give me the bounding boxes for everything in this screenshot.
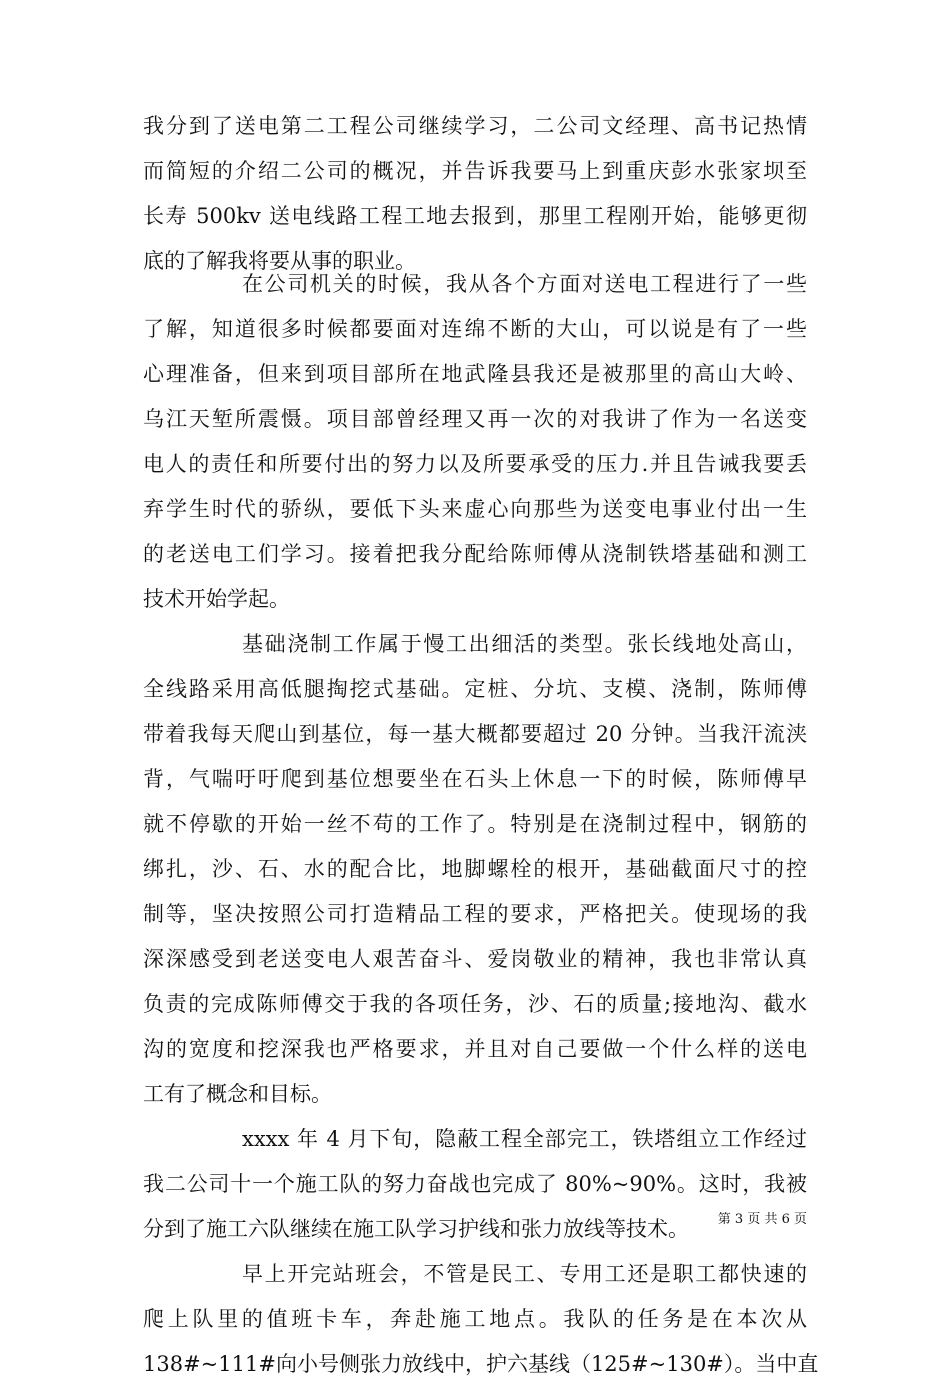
text-line: 制等，坚决按照公司打造精品工程的要求，严格把关。使现场的我 [143, 902, 807, 926]
text-line: 乌江天堑所震慑。项目部曾经理又再一次的对我讲了作为一名送变 [143, 407, 807, 431]
text-line: 的老送电工们学习。接着把我分配给陈师傅从浇制铁塔基础和测工 [143, 542, 807, 566]
text-line: 弃学生时代的骄纵，要低下头来虚心向那些为送变电事业付出一生 [143, 497, 807, 521]
text-line: 心理准备，但来到项目部所在地武隆县我还是被那里的高山大岭、 [143, 362, 807, 386]
page-number-footer: 第 3 页 共 6 页 [717, 1212, 807, 1227]
text-line: 沟的宽度和挖深我也严格要求，并且对自己要做一个什么样的送电 [143, 1037, 807, 1061]
text-line: 了解，知道很多时候都要面对连绵不断的大山，可以说是有了一些 [143, 317, 807, 341]
text-line: 带着我每天爬山到基位，每一基大概都要超过 20 分钟。当我汗流浃 [143, 722, 807, 746]
text-line: 爬上队里的值班卡车，奔赴施工地点。我队的任务是在本次从 [143, 1307, 807, 1331]
paragraph-first-line: 基础浇制工作属于慢工出细活的类型。张长线地处高山， [242, 632, 807, 656]
text-line: 电人的责任和所要付出的努力以及所要承受的压力.并且告诫我要丢 [143, 452, 807, 476]
text-line: 背，气喘吁吁爬到基位想要坐在石头上休息一下的时候，陈师傅早 [143, 767, 807, 791]
text-line: 长寿 500kv 送电线路工程工地去报到，那里工程刚开始，能够更彻 [143, 204, 807, 228]
paragraph-first-line: 早上开完站班会，不管是民工、专用工还是职工都快速的 [242, 1262, 807, 1286]
text-line: 底的了解我将要从事的职业。 [143, 249, 416, 273]
text-line: 工有了概念和目标。 [143, 1082, 332, 1106]
text-line: 我分到了送电第二工程公司继续学习，二公司文经理、高书记热情 [143, 114, 807, 138]
text-line: 138#~111#向小号侧张力放线中，护六基线（125#~130#）。当中直 [143, 1352, 819, 1376]
text-line: 负责的完成陈师傅交于我的各项任务，沙、石的质量;接地沟、截水 [143, 992, 807, 1016]
text-line: 技术开始学起。 [143, 587, 290, 611]
text-line: 分到了施工六队继续在施工队学习护线和张力放线等技术。 [143, 1217, 689, 1241]
paragraph-first-line: 在公司机关的时候，我从各个方面对送电工程进行了一些 [242, 272, 807, 296]
text-line: 全线路采用高低腿掏挖式基础。定桩、分坑、支模、浇制，陈师傅 [143, 677, 807, 701]
text-line: 我二公司十一个施工队的努力奋战也完成了 80%~90%。这时，我被 [143, 1172, 807, 1196]
paragraph-first-line: xxxx 年 4 月下旬，隐蔽工程全部完工，铁塔组立工作经过 [242, 1127, 807, 1151]
text-line: 而简短的介绍二公司的概况，并告诉我要马上到重庆彭水张家坝至 [143, 159, 807, 183]
text-line: 绑扎，沙、石、水的配合比，地脚螺栓的根开，基础截面尺寸的控 [143, 857, 807, 881]
text-line: 就不停歇的开始一丝不苟的工作了。特别是在浇制过程中，钢筋的 [143, 812, 807, 836]
text-line: 深深感受到老送变电人艰苦奋斗、爱岗敬业的精神，我也非常认真 [143, 947, 807, 971]
